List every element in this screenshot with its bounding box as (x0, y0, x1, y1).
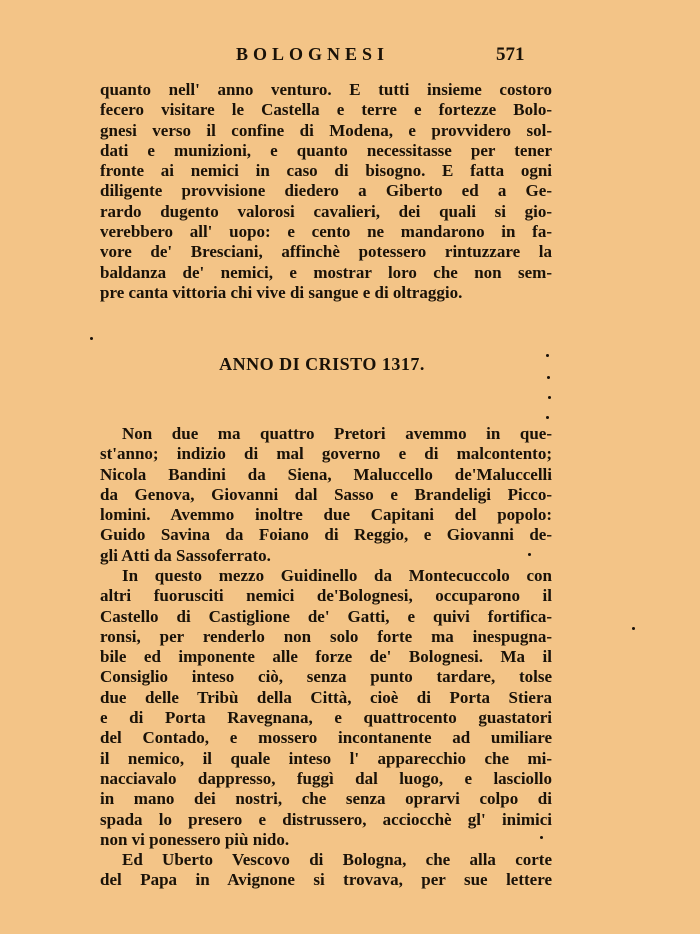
print-speck (548, 396, 551, 399)
text-line: gli Atti da Sassoferrato. (100, 545, 271, 565)
print-speck (540, 836, 543, 839)
page-number: 571 (496, 44, 525, 65)
text-line: non vi ponessero più nido. (100, 829, 290, 849)
text-line: dati e munizioni, e quanto necessitasse per tener (100, 140, 552, 160)
text-line: rardo dugento valorosi cavalieri, dei quali si gio- (100, 201, 552, 221)
paragraph-2 (100, 566, 552, 850)
text-line: da Genova, Giovanni dal Sasso e Brandeligi Picco- (100, 484, 552, 504)
text-line: diligente provvisione diedero a Giberto ed a Ge- (100, 181, 552, 201)
text-line: Guido Savina da Foiano di Reggio, e Giovanni de- (100, 525, 552, 545)
print-speck (632, 627, 635, 630)
text-line: verebbero all' uopo: e cento ne mandarono in fa- (100, 222, 552, 242)
print-speck (528, 553, 531, 556)
text-line: in mano dei nostri, che senza oprarvi colpo di (100, 789, 552, 809)
text-line: baldanza de' nemici, e mostrar loro che non sem- (100, 262, 552, 282)
paragraph-3 (100, 850, 552, 891)
text-line: fecero visitare le Castella e terre e fortezze Bolo- (100, 100, 552, 120)
print-speck (546, 354, 549, 357)
section-heading: ANNO DI CRISTO 1317. (219, 354, 425, 374)
text-line: Ed Uberto Vescovo di Bologna, che alla corte (122, 850, 552, 869)
text-line: gnesi verso il confine di Modena, e provvidero sol- (100, 120, 552, 140)
continuation-paragraph (100, 80, 552, 303)
text-line: del Papa in Avignone si trovava, per sue lettere (100, 870, 552, 890)
print-speck (547, 376, 550, 379)
print-speck (546, 416, 549, 419)
text-line: spada lo presero e distrussero, acciocchè gl' inimici (100, 809, 552, 829)
text-line: fronte ai nemici in caso di bisogno. E fatta ogni (100, 161, 552, 181)
text-line: il nemico, il quale inteso l' apparecchio che mi- (100, 748, 552, 768)
text-line: In questo mezzo Guidinello da Montecuccolo con (122, 566, 552, 585)
text-line: e di Porta Ravegnana, e quattrocento guastatori (100, 708, 552, 728)
text-line: ronsi, per renderlo non solo forte ma inespugna- (100, 626, 552, 646)
paragraph-1 (100, 424, 552, 566)
text-line: vore de' Bresciani, affinchè potessero rintuzzare la (100, 242, 552, 262)
text-line: due delle Tribù della Città, cioè di Porta Stiera (100, 687, 552, 707)
text-line: quanto nell' anno venturo. E tutti insieme costoro (100, 80, 552, 99)
text-line: bile ed imponente alle forze de' Bolognesi. Ma il (100, 647, 552, 667)
running-head (0, 44, 700, 70)
text-line: Castello di Castiglione de' Gatti, e quivi fortifica- (100, 606, 552, 626)
text-line: st'anno; indizio di mal governo e di malcontento; (100, 444, 552, 464)
text-line: altri fuorusciti nemici de'Bolognesi, occuparono il (100, 586, 552, 606)
text-line: Consiglio inteso ciò, senza punto tardare, tolse (100, 667, 552, 687)
text-line: del Contado, e mossero incontanente ad umiliare (100, 728, 552, 748)
running-title: BOLOGNESI (236, 44, 390, 64)
text-line: Nicola Bandini da Siena, Maluccello de'Maluccelli (100, 464, 552, 484)
text-line: pre canta vittoria chi vive di sangue e di oltraggio. (100, 282, 463, 302)
text-line: Non due ma quattro Pretori avemmo in que- (122, 424, 552, 443)
print-speck (90, 337, 93, 340)
text-line: lomini. Avemmo inoltre due Capitani del popolo: (100, 505, 552, 525)
text-line: nacciavalo dappresso, fuggì dal luogo, e lasciollo (100, 768, 552, 788)
